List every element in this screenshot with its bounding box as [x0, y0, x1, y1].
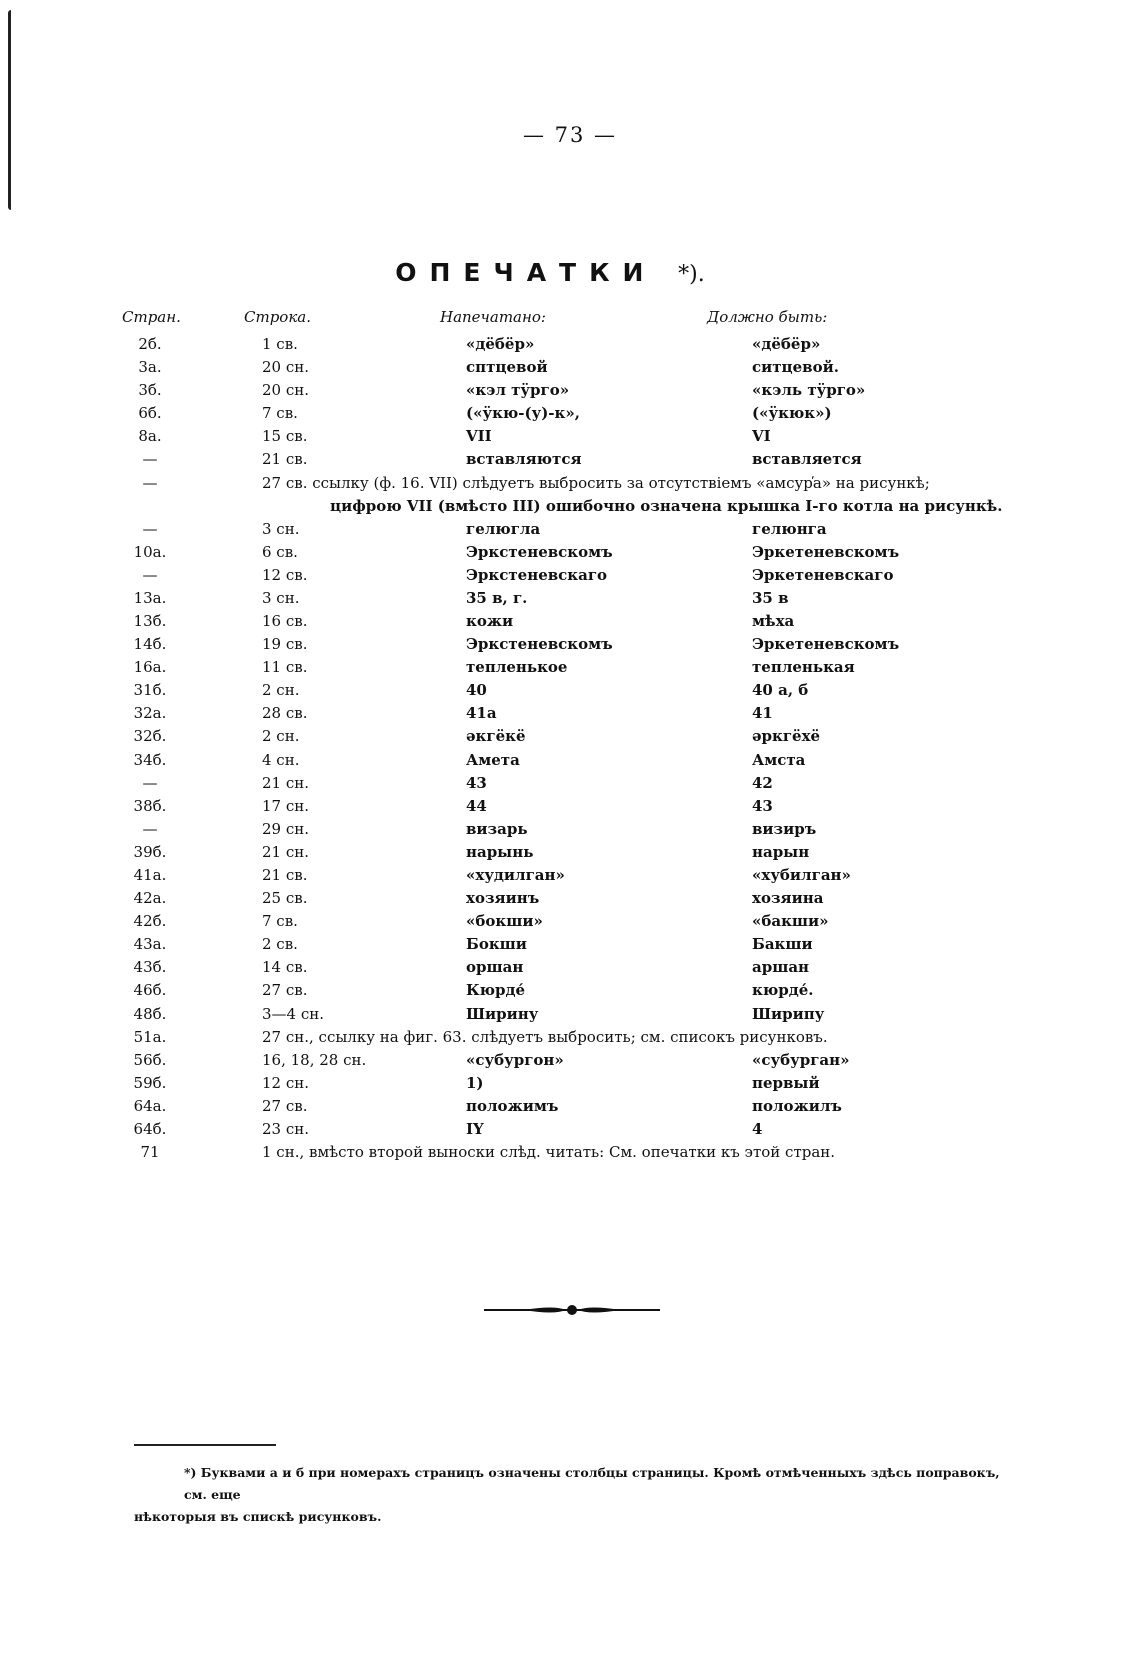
cell-page: 71 [140, 1143, 160, 1162]
header-line: Строка. [244, 308, 312, 326]
cell-line: 27 св. [262, 981, 308, 1000]
cell-should-be: («ӱкюк») [752, 404, 832, 423]
cell-printed: «худилган» [466, 865, 565, 884]
table-row [0, 1026, 1140, 1049]
cell-should-be: Эркетеневскомъ [752, 635, 900, 654]
note-line-1: 27 св. ссылку (ф. 16. VII) слѣдуетъ выбросить за отсутствіемъ «амсур̕а» на рисункѣ; [262, 473, 930, 492]
cell-printed: хозяинъ [466, 889, 540, 908]
cell-line: 1 св. [262, 335, 298, 353]
table-row [0, 564, 1140, 587]
cell-printed: Эркстеневскомъ [466, 542, 613, 561]
cell-page: 14б. [133, 635, 167, 654]
table-row [0, 933, 1140, 956]
cell-should-be: ситцевой. [752, 358, 839, 377]
cell-page: — [142, 773, 158, 792]
cell-line: 21 св. [262, 865, 308, 884]
table-row [0, 587, 1140, 610]
table-row [0, 1095, 1140, 1118]
page-number: — 73 — [522, 123, 618, 147]
cell-page: 10а. [133, 542, 167, 561]
table-row [0, 356, 1140, 379]
cell-line: 19 св. [262, 635, 308, 654]
cell-page: 16а. [133, 658, 167, 677]
cell-should-be: VI [752, 427, 771, 446]
cell-printed: Кюрде́ [466, 981, 526, 1000]
cell-printed: «кэл тӱрго» [466, 381, 570, 400]
cell-should-be: «дёбёр» [752, 335, 821, 353]
cell-line: 7 св. [262, 912, 298, 931]
cell-line: 21 св. [262, 450, 308, 469]
cell-should-be: Амста [752, 750, 806, 769]
cell-page: 8а. [138, 427, 162, 446]
cell-page: 56б. [133, 1050, 167, 1069]
cell-printed: 43 [466, 773, 487, 792]
table-row [0, 379, 1140, 402]
footnote-line-1: *) Буквами а и б при номерахъ страницъ означены столбцы страницы. Кромѣ отмѣченныхъ здѣсь поправокъ, см. еще [184, 1465, 1000, 1502]
cell-line: 25 св. [262, 889, 308, 908]
table-row [0, 818, 1140, 841]
cell-line: 12 св. [262, 565, 308, 584]
cell-line: 27 св. [262, 1096, 308, 1115]
cell-page: 59б. [133, 1073, 167, 1092]
cell-should-be: Бакши [752, 935, 813, 954]
table-row [0, 887, 1140, 910]
table-row [0, 679, 1140, 702]
cell-printed: вставляются [466, 450, 582, 469]
cell-should-be: 40 а, б [752, 681, 809, 700]
cell-printed: нарынь [466, 842, 534, 861]
cell-printed: Амета [466, 750, 520, 769]
cell-line: 20 сн. [262, 381, 310, 400]
cell-page: 13б. [133, 611, 167, 630]
header-should-be: Должно быть: [707, 308, 828, 326]
cell-should-be: нарын [752, 842, 810, 861]
cell-page: 3б. [138, 381, 162, 400]
cell-printed: Бокши [466, 935, 527, 954]
cell-printed: оршан [466, 958, 524, 977]
cell-page: 51а. [133, 1027, 167, 1046]
cell-line: 4 сн. [262, 750, 300, 769]
cell-should-be: положилъ [752, 1096, 842, 1115]
cell-printed: 40 [466, 681, 487, 700]
cell-page: 41а. [133, 865, 167, 884]
cell-line: 29 сн. [262, 819, 310, 838]
cell-page: 48б. [133, 1004, 167, 1023]
table-row [0, 1118, 1140, 1141]
errata-table [0, 333, 1140, 1164]
table-row [0, 402, 1140, 425]
cell-should-be: 35 в [752, 588, 789, 607]
table-row [0, 633, 1140, 656]
footnote [134, 1462, 1014, 1528]
cell-line: 16 св. [262, 611, 308, 630]
cell-should-be: мѣха [752, 611, 795, 630]
cell-printed: положимъ [466, 1096, 559, 1115]
cell-page: 43б. [133, 958, 167, 977]
cell-page: — [142, 450, 158, 469]
cell-line: 21 сн. [262, 773, 310, 792]
table-row [0, 518, 1140, 541]
table-row [0, 541, 1140, 564]
cell-page: 42а. [133, 889, 167, 908]
table-row [0, 1072, 1140, 1095]
table-row [0, 702, 1140, 725]
cell-page: 32б. [133, 727, 167, 746]
table-row [0, 1003, 1140, 1026]
table-row [0, 656, 1140, 679]
cell-printed: «бокши» [466, 912, 543, 931]
table-row [0, 841, 1140, 864]
cell-should-be: тепленькая [752, 658, 855, 677]
table-row [0, 795, 1140, 818]
cell-page: 34б. [133, 750, 167, 769]
cell-should-be: «бакши» [752, 912, 829, 931]
cell-line: 6 св. [262, 542, 298, 561]
cell-should-be: первый [752, 1073, 820, 1092]
cell-printed: 35 в, г. [466, 588, 528, 607]
table-row [0, 610, 1140, 633]
cell-line: 23 сн. [262, 1120, 310, 1138]
table-row [0, 472, 1140, 518]
cell-should-be: хозяина [752, 889, 824, 908]
cell-note: 27 сн., ссылку на фиг. 63. слѣдуетъ выбросить; см. списокъ рисунковъ. [262, 1027, 828, 1046]
cell-line: 3 сн. [262, 588, 300, 607]
cell-page: 3а. [138, 358, 162, 377]
table-row [0, 956, 1140, 979]
table-row [0, 772, 1140, 795]
title-footnote-mark: *). [678, 262, 705, 287]
cell-printed: тепленькое [466, 658, 568, 677]
cell-line: 17 сн. [262, 796, 310, 815]
cell-page: 43а. [133, 935, 167, 954]
cell-printed: Эркстеневскаго [466, 565, 608, 584]
cell-page: — [142, 819, 158, 838]
cell-printed: әкгёкё [466, 727, 526, 746]
cell-line: 20 сн. [262, 358, 310, 377]
cell-should-be: «хубилган» [752, 865, 851, 884]
cell-page: — [142, 473, 158, 492]
cell-page: 64а. [133, 1096, 167, 1115]
cell-printed: («ӱкю-(у)-к», [466, 404, 580, 423]
table-row [0, 448, 1140, 471]
cell-should-be: гелюнга [752, 519, 827, 538]
cell-line: 14 св. [262, 958, 308, 977]
table-row [0, 425, 1140, 448]
cell-printed: визарь [466, 819, 528, 838]
title-text: ОПЕЧАТКИ [395, 258, 657, 287]
cell-page: 42б. [133, 912, 167, 931]
cell-page: 2б. [138, 335, 162, 353]
cell-line: 7 св. [262, 404, 298, 423]
page-edge-mark [8, 10, 17, 210]
header-page: Стран. [122, 308, 181, 326]
cell-line: 15 св. [262, 427, 308, 446]
footnote-line-2: нѣкоторыя въ спискѣ рисунковъ. [134, 1509, 382, 1524]
ornament-divider-icon [484, 1300, 660, 1320]
cell-note: 1 сн., вмѣсто второй выноски слѣд. читать: См. опечатки къ этой стран. [262, 1143, 836, 1162]
cell-should-be: Ширипу [752, 1004, 825, 1023]
cell-should-be: визиръ [752, 819, 817, 838]
cell-page: 6б. [138, 404, 162, 423]
cell-line: 3—4 сн. [262, 1004, 325, 1023]
cell-page: 64б. [133, 1120, 167, 1138]
table-row [0, 725, 1140, 748]
cell-line: 2 сн. [262, 727, 300, 746]
cell-should-be: Эркетеневскомъ [752, 542, 900, 561]
cell-should-be: «субурган» [752, 1050, 850, 1069]
table-row [0, 864, 1140, 887]
footnote-rule [134, 1444, 276, 1446]
cell-printed: Эркстеневскомъ [466, 635, 613, 654]
cell-line: 12 сн. [262, 1073, 310, 1092]
cell-page: 32а. [133, 704, 167, 723]
cell-line: 28 св. [262, 704, 308, 723]
cell-note [262, 472, 1062, 518]
cell-should-be: 4 [752, 1120, 763, 1138]
cell-printed: кожи [466, 611, 514, 630]
cell-line: 3 сн. [262, 519, 300, 538]
cell-should-be: 42 [752, 773, 773, 792]
cell-printed: сптцевой [466, 358, 548, 377]
cell-page: 46б. [133, 981, 167, 1000]
table-row [0, 979, 1140, 1002]
table-row [0, 333, 1140, 356]
cell-should-be: вставляется [752, 450, 862, 469]
page-title [340, 258, 760, 287]
cell-should-be: «кэль тӱрго» [752, 381, 866, 400]
table-row [0, 910, 1140, 933]
cell-printed: VII [466, 427, 492, 446]
cell-line: 2 сн. [262, 681, 300, 700]
cell-printed: 44 [466, 796, 487, 815]
table-row [0, 1049, 1140, 1072]
cell-printed: 41а [466, 704, 497, 723]
cell-should-be: аршан [752, 958, 810, 977]
header-printed: Напечатано: [440, 308, 546, 326]
cell-printed: Ширину [466, 1004, 539, 1023]
cell-page: 38б. [133, 796, 167, 815]
cell-page: — [142, 565, 158, 584]
cell-page: 31б. [133, 681, 167, 700]
table-row [0, 1141, 1140, 1164]
cell-should-be: Эркетеневскаго [752, 565, 894, 584]
cell-should-be: әркгёхё [752, 727, 821, 746]
table-row [0, 749, 1140, 772]
cell-page: — [142, 519, 158, 538]
cell-printed: «дёбёр» [466, 335, 535, 353]
cell-line: 21 сн. [262, 842, 310, 861]
cell-should-be: кюрде́. [752, 981, 814, 1000]
cell-page: 39б. [133, 842, 167, 861]
cell-page: 13а. [133, 588, 167, 607]
cell-line: 16, 18, 28 сн. [262, 1050, 367, 1069]
cell-printed: гелюгла [466, 519, 541, 538]
note-line-2: цифрою VII (вмѣсто III) ошибочно означена крышка I-го котла на рисункѣ. [330, 496, 1003, 515]
cell-printed: IY [466, 1120, 484, 1138]
cell-should-be: 41 [752, 704, 773, 723]
cell-printed: «субургон» [466, 1050, 564, 1069]
cell-printed: 1) [466, 1073, 484, 1092]
cell-line: 11 св. [262, 658, 308, 677]
cell-should-be: 43 [752, 796, 773, 815]
cell-line: 2 св. [262, 935, 298, 954]
